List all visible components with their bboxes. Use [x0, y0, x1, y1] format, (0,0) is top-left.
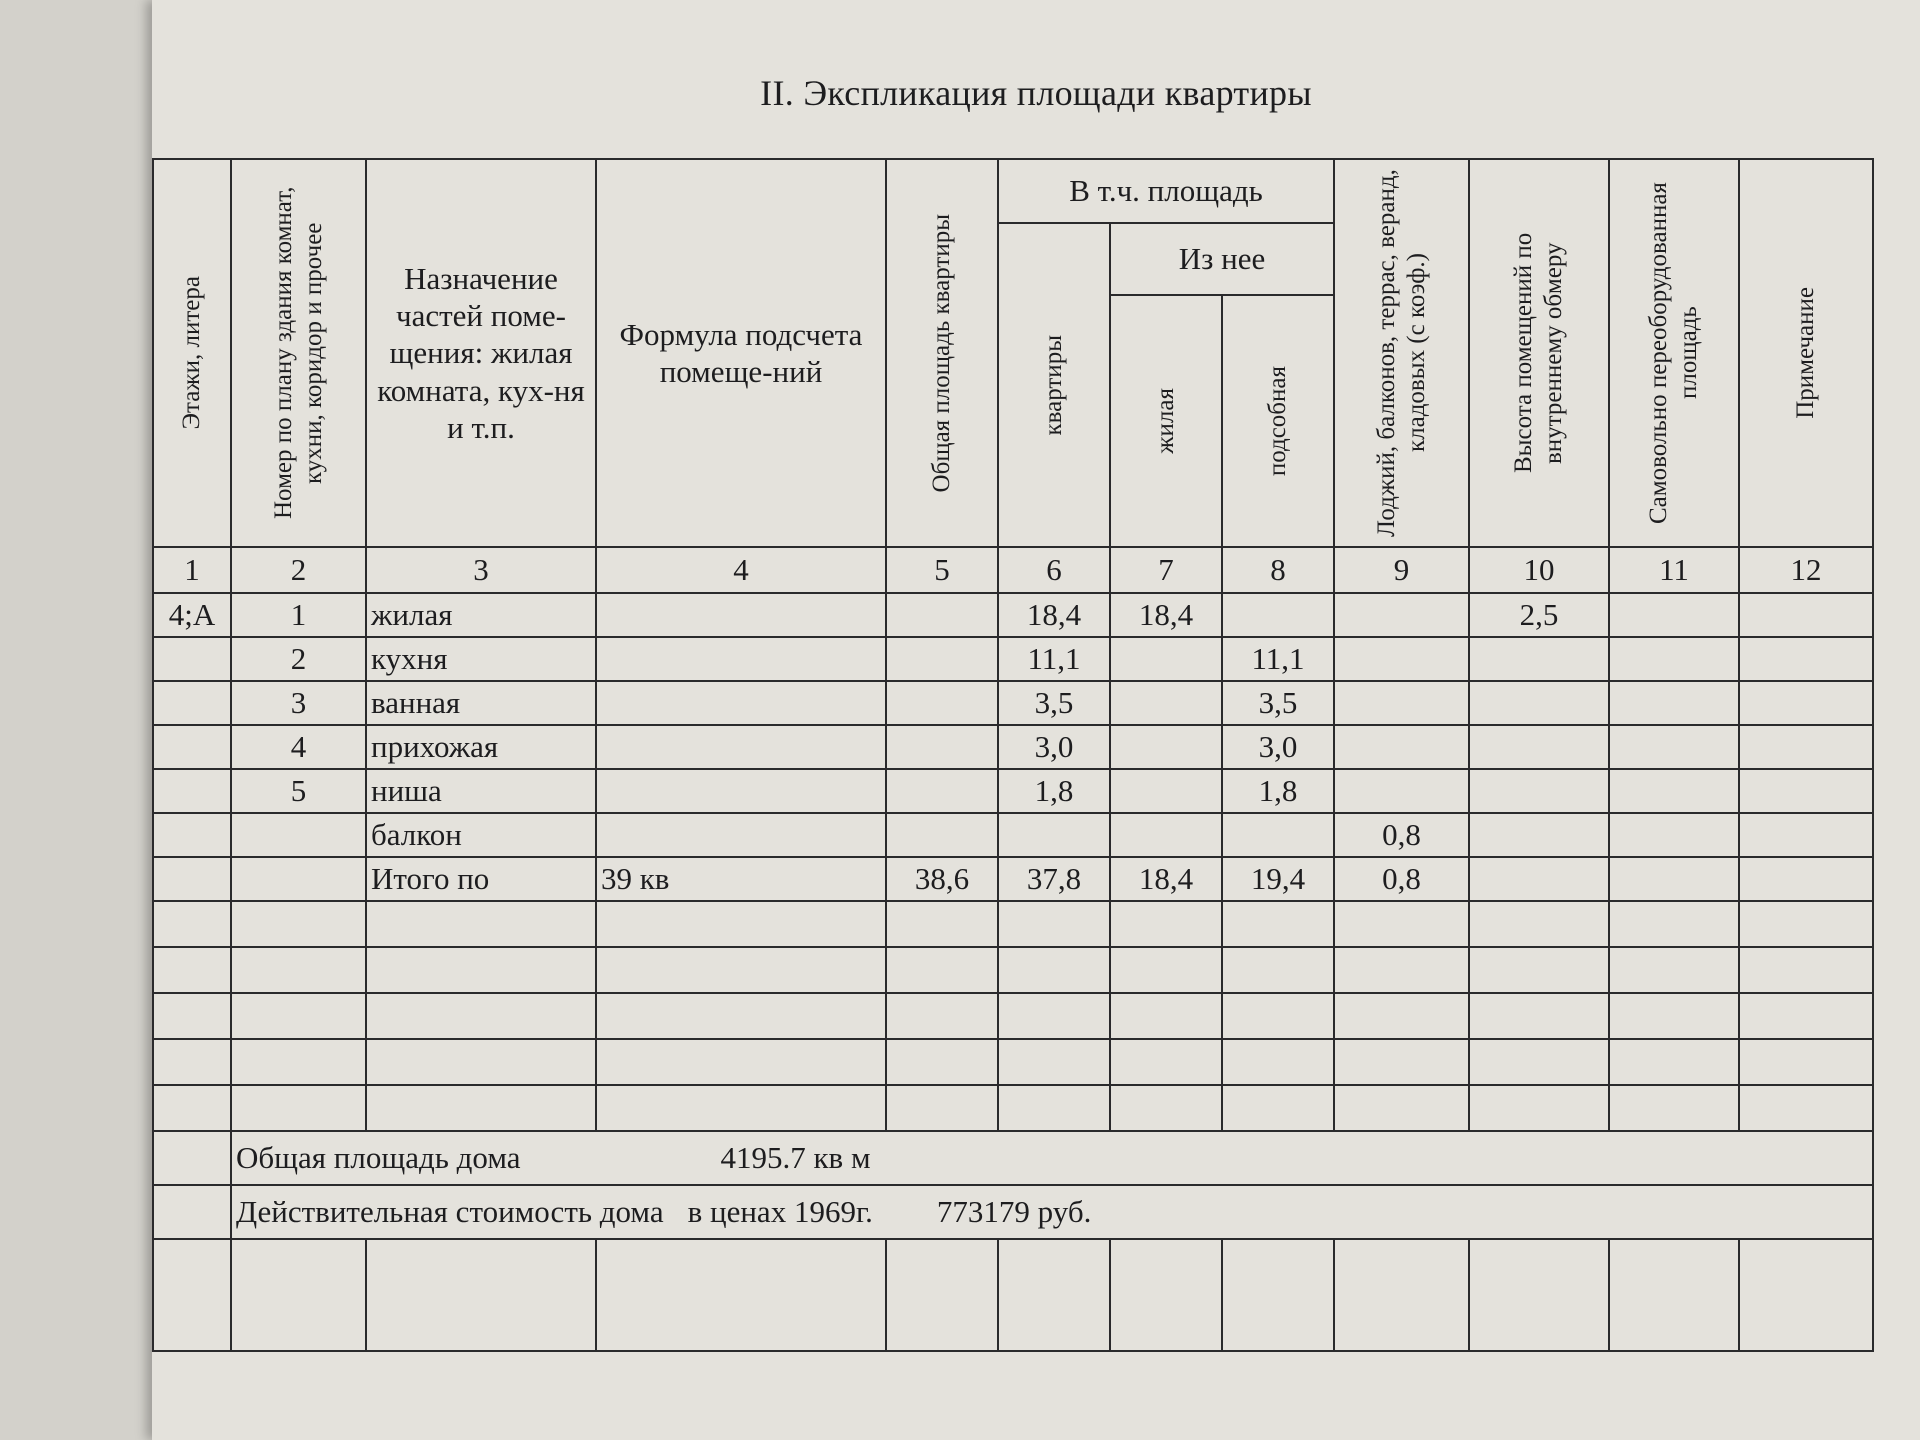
loggia-area-cell: 0,8 [1334, 857, 1469, 901]
apartment-area-cell: 37,8 [998, 857, 1110, 901]
apartment-area-cell [998, 813, 1110, 857]
col-num: 3 [366, 547, 596, 593]
header-incl-area: В т.ч. площадь [998, 159, 1334, 223]
total-area-value: 4195.7 кв м [720, 1140, 871, 1175]
height-cell: 2,5 [1469, 593, 1609, 637]
col-num: 2 [231, 547, 366, 593]
living-area-cell [1110, 681, 1222, 725]
converted-cell [1609, 637, 1739, 681]
auxiliary-area-cell [1222, 593, 1334, 637]
living-area-cell: 18,4 [1110, 857, 1222, 901]
formula-cell [596, 769, 886, 813]
table-row [153, 593, 1873, 637]
header-total-area: Общая площадь квартиры [886, 159, 998, 547]
explication-table [152, 158, 1874, 1352]
apartment-area-cell: 11,1 [998, 637, 1110, 681]
col-num: 7 [1110, 547, 1222, 593]
purpose-cell: ниша [366, 769, 596, 813]
empty-row [153, 1239, 1873, 1351]
table-row [153, 857, 1873, 901]
apartment-area-cell: 1,8 [998, 769, 1110, 813]
empty-row [153, 947, 1873, 993]
purpose-cell: жилая [366, 593, 596, 637]
room-number-cell: 5 [231, 769, 366, 813]
header-self-converted: Самовольно переоборудованная площадь [1609, 159, 1739, 547]
empty-row [153, 1039, 1873, 1085]
height-cell [1469, 813, 1609, 857]
total-area-cell [886, 725, 998, 769]
cost-prices: в ценах 1969г. [687, 1194, 873, 1229]
formula-cell [596, 725, 886, 769]
note-cell [1739, 769, 1873, 813]
converted-cell [1609, 681, 1739, 725]
footer-total-area-row [153, 1131, 1873, 1185]
auxiliary-area-cell [1222, 813, 1334, 857]
header-room-number: Номер по плану здания комнат, кухни, коридор и прочее [231, 159, 366, 547]
header-apartment: квартиры [998, 223, 1110, 547]
note-cell [1739, 813, 1873, 857]
living-area-cell [1110, 637, 1222, 681]
room-number-cell [231, 857, 366, 901]
header-formula: Формула подсчета помеще-ний [596, 159, 886, 547]
col-num: 6 [998, 547, 1110, 593]
purpose-cell: кухня [366, 637, 596, 681]
purpose-cell: ванная [366, 681, 596, 725]
purpose-cell: Итого по [366, 857, 596, 901]
empty-row [153, 993, 1873, 1039]
floor-cell [153, 813, 231, 857]
document-page [152, 0, 1920, 1440]
table-row [153, 813, 1873, 857]
col-num: 5 [886, 547, 998, 593]
auxiliary-area-cell: 3,5 [1222, 681, 1334, 725]
col-num: 10 [1469, 547, 1609, 593]
note-cell [1739, 857, 1873, 901]
col-num: 11 [1609, 547, 1739, 593]
header-note: Примечание [1739, 159, 1873, 547]
apartment-area-cell: 3,5 [998, 681, 1110, 725]
table-row [153, 681, 1873, 725]
loggia-area-cell [1334, 637, 1469, 681]
floor-cell: 4;А [153, 593, 231, 637]
living-area-cell: 18,4 [1110, 593, 1222, 637]
formula-cell [596, 813, 886, 857]
loggia-area-cell [1334, 681, 1469, 725]
converted-cell [1609, 593, 1739, 637]
room-number-cell: 4 [231, 725, 366, 769]
floor-cell [153, 857, 231, 901]
note-cell [1739, 681, 1873, 725]
header-of-which: Из нее [1110, 223, 1334, 295]
total-area-cell [886, 769, 998, 813]
note-cell [1739, 725, 1873, 769]
total-area-cell [886, 681, 998, 725]
header-loggias: Лоджий, балконов, террас, веранд, кладовых (с коэф.) [1334, 159, 1469, 547]
total-area-cell [886, 593, 998, 637]
apartment-area-cell: 18,4 [998, 593, 1110, 637]
note-cell [1739, 637, 1873, 681]
page-title: II. Экспликация площади квартиры [760, 73, 1312, 113]
floor-cell [153, 637, 231, 681]
loggia-area-cell [1334, 725, 1469, 769]
room-number-cell: 2 [231, 637, 366, 681]
formula-cell: 39 кв [596, 857, 886, 901]
auxiliary-area-cell: 11,1 [1222, 637, 1334, 681]
converted-cell [1609, 769, 1739, 813]
underlying-sheet [0, 0, 160, 1440]
converted-cell [1609, 725, 1739, 769]
converted-cell [1609, 813, 1739, 857]
height-cell [1469, 857, 1609, 901]
note-cell [1739, 593, 1873, 637]
header-living: жилая [1110, 295, 1222, 547]
purpose-cell: прихожая [366, 725, 596, 769]
living-area-cell [1110, 813, 1222, 857]
table-row [153, 725, 1873, 769]
col-num: 4 [596, 547, 886, 593]
formula-cell [596, 637, 886, 681]
height-cell [1469, 769, 1609, 813]
height-cell [1469, 637, 1609, 681]
col-num: 8 [1222, 547, 1334, 593]
header-auxiliary: подсобная [1222, 295, 1334, 547]
converted-cell [1609, 857, 1739, 901]
formula-cell [596, 593, 886, 637]
floor-cell [153, 725, 231, 769]
purpose-cell: балкон [366, 813, 596, 857]
room-number-cell: 1 [231, 593, 366, 637]
table-row [153, 769, 1873, 813]
col-num: 1 [153, 547, 231, 593]
header-floors: Этажи, литера [153, 159, 231, 547]
loggia-area-cell: 0,8 [1334, 813, 1469, 857]
apartment-area-cell: 3,0 [998, 725, 1110, 769]
floor-cell [153, 769, 231, 813]
total-area-cell [886, 813, 998, 857]
living-area-cell [1110, 769, 1222, 813]
total-area-cell [886, 637, 998, 681]
col-num: 9 [1334, 547, 1469, 593]
total-area-label: Общая площадь дома [236, 1140, 521, 1175]
loggia-area-cell [1334, 593, 1469, 637]
header-row-1 [153, 159, 1873, 223]
room-number-cell [231, 813, 366, 857]
empty-row [153, 1085, 1873, 1131]
column-numbers-row [153, 547, 1873, 593]
cost-value: 773179 руб. [936, 1194, 1092, 1229]
empty-row [153, 901, 1873, 947]
cost-label: Действительная стоимость дома [236, 1194, 664, 1229]
formula-cell [596, 681, 886, 725]
height-cell [1469, 681, 1609, 725]
auxiliary-area-cell: 3,0 [1222, 725, 1334, 769]
living-area-cell [1110, 725, 1222, 769]
header-purpose: Назначение частей поме-щения: жилая комната, кух-ня и т.п. [366, 159, 596, 547]
height-cell [1469, 725, 1609, 769]
floor-cell [153, 681, 231, 725]
table-row [153, 637, 1873, 681]
header-height: Высота помещений по внутреннему обмеру [1469, 159, 1609, 547]
col-num: 12 [1739, 547, 1873, 593]
total-area-cell: 38,6 [886, 857, 998, 901]
footer-cost-row [153, 1185, 1873, 1239]
room-number-cell: 3 [231, 681, 366, 725]
auxiliary-area-cell: 1,8 [1222, 769, 1334, 813]
loggia-area-cell [1334, 769, 1469, 813]
auxiliary-area-cell: 19,4 [1222, 857, 1334, 901]
